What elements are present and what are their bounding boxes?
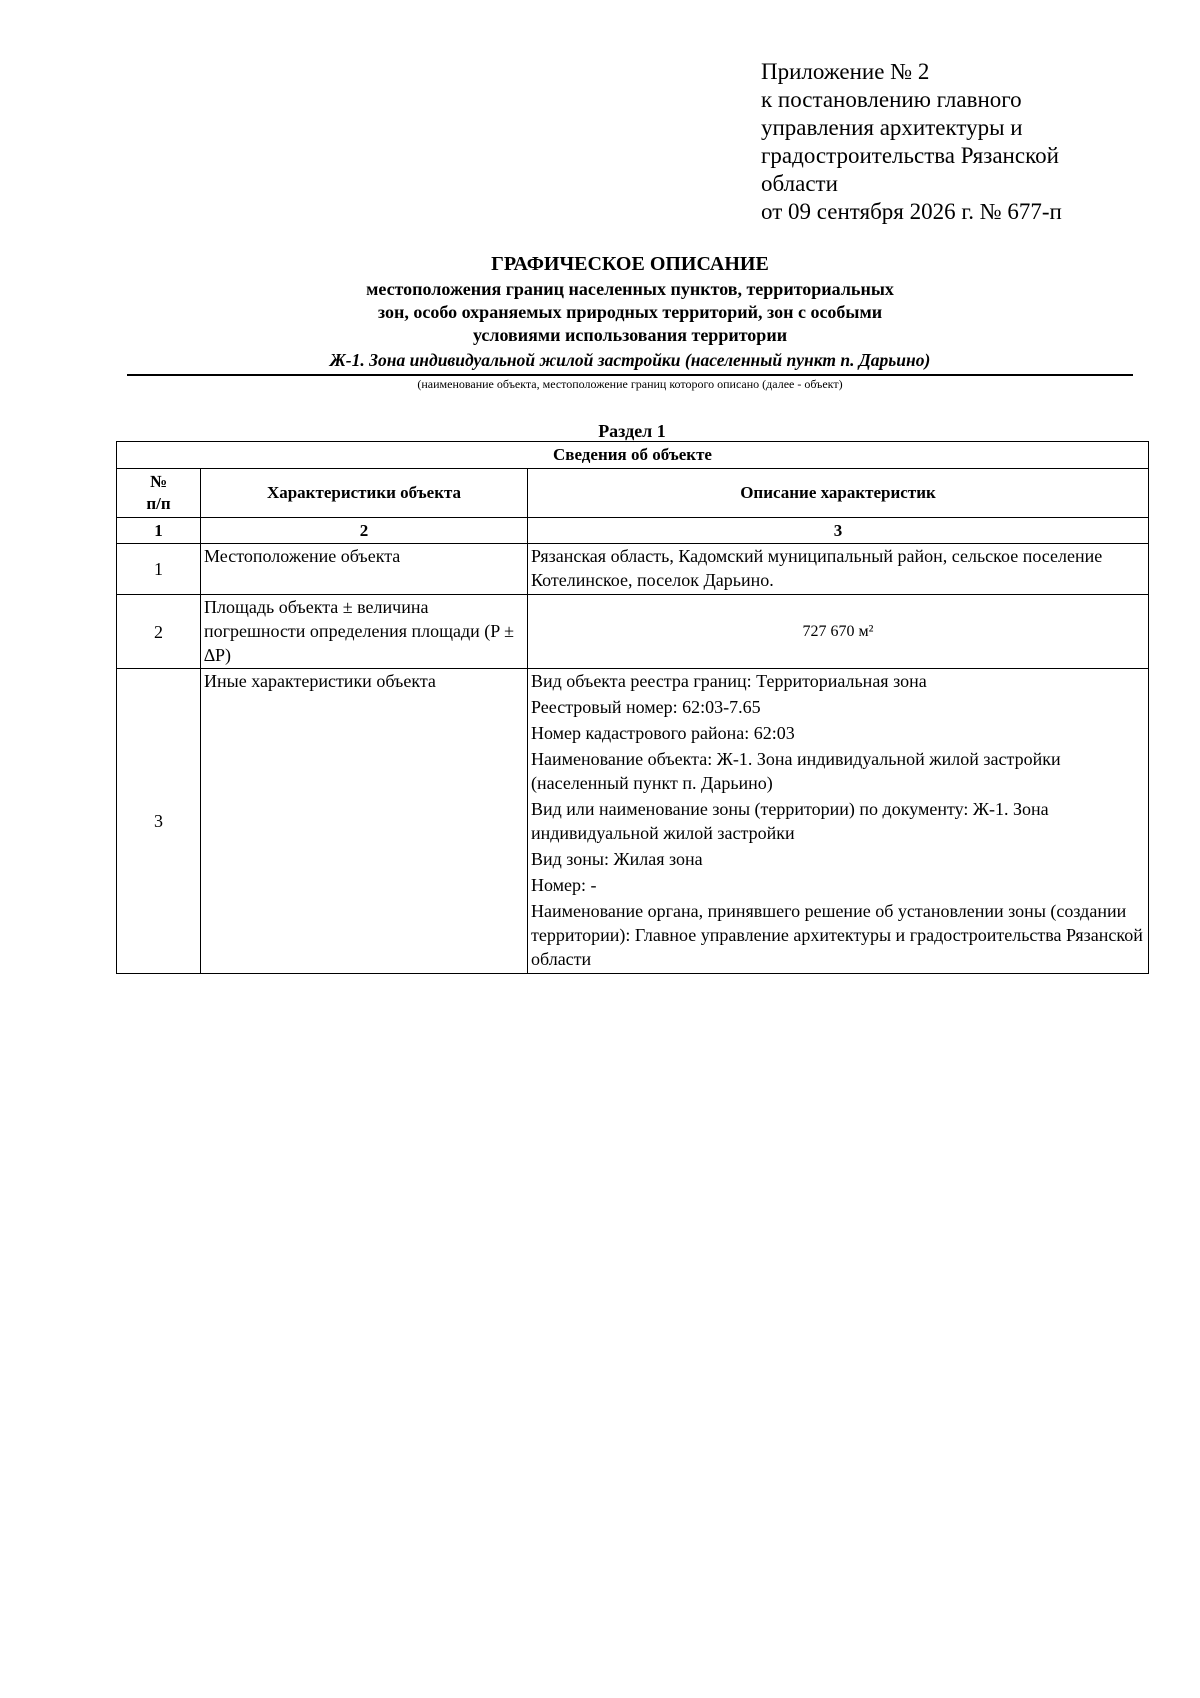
column-number-row [117, 518, 1149, 544]
description-line: Реестровый номер: 62:03-7.65 [531, 697, 761, 717]
object-name-underline [127, 374, 1133, 376]
appendix-line: области [761, 171, 838, 196]
table-row [117, 544, 1149, 595]
row-description [528, 669, 1149, 974]
table-row [117, 669, 1149, 974]
row-characteristic: Иные характеристики объекта [201, 669, 528, 974]
appendix-line: управления архитектуры и [761, 115, 1023, 140]
table-header-row [117, 469, 1149, 518]
column-number: 2 [201, 518, 528, 544]
description-line: Номер кадастрового района: 62:03 [531, 723, 795, 743]
document-subtitle-line: условиями использования территории [472, 325, 788, 345]
table-row [117, 595, 1149, 669]
object-info-table [116, 441, 1149, 974]
document-subtitle-line: местоположения границ населенных пунктов, территориальных [366, 279, 894, 299]
document-title: ГРАФИЧЕСКОЕ ОПИСАНИЕ [491, 253, 769, 275]
object-name: Ж-1. Зона индивидуальной жилой застройки (населенный пункт п. Дарьино) [329, 350, 931, 370]
document-title-block [127, 250, 1133, 391]
row-number: 2 [117, 595, 201, 669]
description-line: Наименование органа, принявшего решение об установлении зоны (создании территории): Главное управление архитектуры и градостроительства Рязанской области [531, 901, 1143, 969]
appendix-line: Приложение № 2 [761, 59, 930, 84]
table-caption-row [117, 442, 1149, 469]
appendix-line: к постановлению главного [761, 87, 1022, 112]
header-number: № п/п [117, 469, 201, 518]
description-line: Вид или наименование зоны (территории) по документу: Ж-1. Зона индивидуальной жилой застройки [531, 799, 1049, 843]
column-number: 1 [117, 518, 201, 544]
header-description: Описание характеристик [528, 469, 1149, 518]
column-number: 3 [528, 518, 1149, 544]
section-label: Раздел 1 [598, 421, 666, 441]
description-line: Вид зоны: Жилая зона [531, 849, 703, 869]
row-number: 3 [117, 669, 201, 974]
table-caption: Сведения об объекте [117, 442, 1149, 469]
appendix-line: градостроительства Рязанской [761, 143, 1059, 168]
row-description: 727 670 м² [528, 595, 1149, 669]
appendix-line: от 09 сентября 2026 г. № 677-п [761, 199, 1062, 224]
document-subtitle-line: зон, особо охраняемых природных территорий, зон с особыми [377, 302, 883, 322]
row-characteristic: Площадь объекта ± величина погрешности определения площади (P ± ∆P) [201, 595, 528, 669]
header-characteristics: Характеристики объекта [201, 469, 528, 518]
description-line: Вид объекта реестра границ: Территориальная зона [531, 671, 927, 691]
description-line: Наименование объекта: Ж-1. Зона индивидуальной жилой застройки (населенный пункт п. Дарьино) [531, 749, 1061, 793]
appendix-header [761, 58, 1181, 226]
row-description: Рязанская область, Кадомский муниципальный район, сельское поселение Котелинское, поселок Дарьино. [528, 544, 1149, 595]
object-name-caption: (наименование объекта, местоположение границ которого описано (далее - объект) [417, 377, 843, 391]
row-number: 1 [117, 544, 201, 595]
row-characteristic: Местоположение объекта [201, 544, 528, 595]
description-line: Номер: - [531, 875, 597, 895]
